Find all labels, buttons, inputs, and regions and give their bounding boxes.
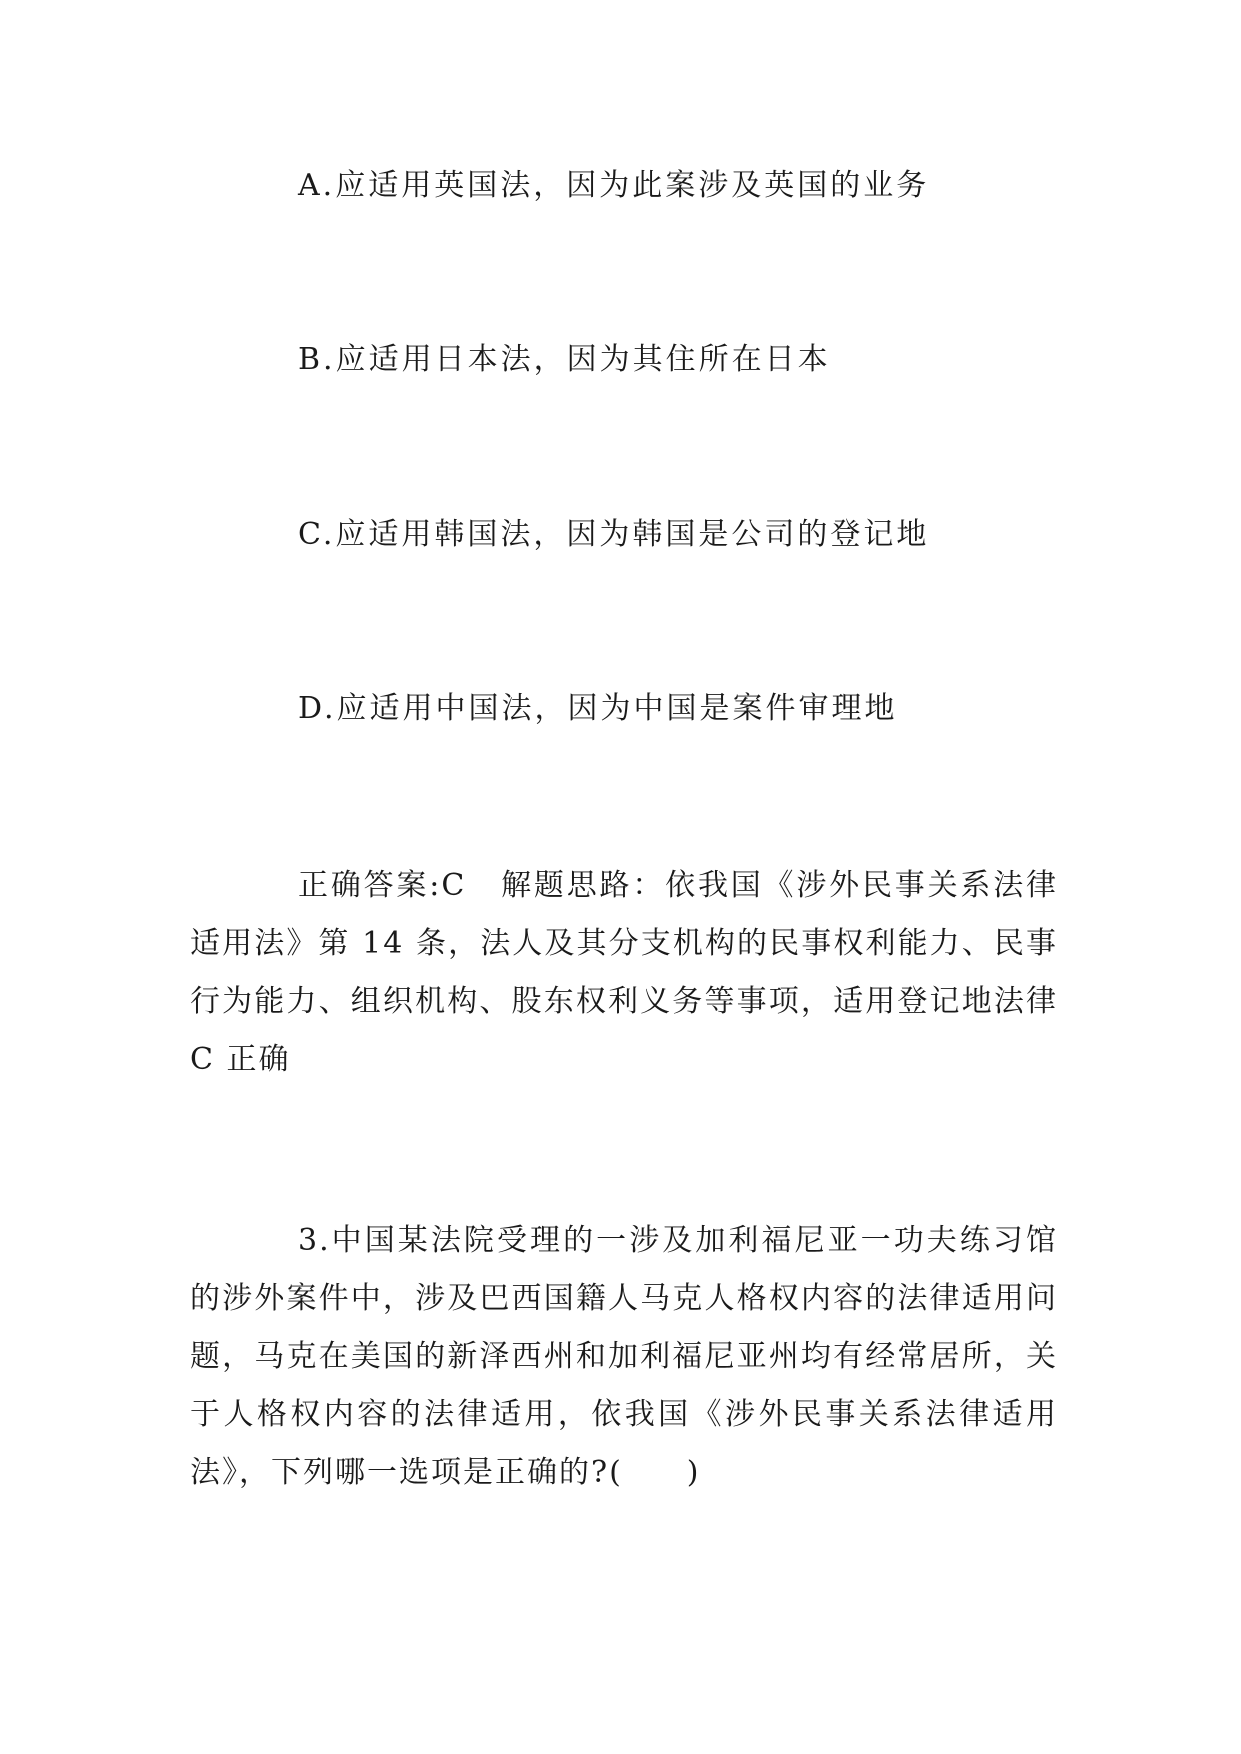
correct-answer: 正确答案:C xyxy=(298,868,467,903)
option-d: D.应适用中国法，因为中国是案件审理地 xyxy=(298,691,898,726)
option-c: C.应适用韩国法，因为韩国是公司的登记地 xyxy=(298,517,930,552)
answer-explanation: 解题思路：依我国《涉外民事关系法律适用法》第 14 条，法人及其分支机构的民事权利能力、民事行为能力、组织机构、股东权利义务等事项，适用登记地法律 C 正确 xyxy=(190,868,1059,1077)
question-3: 3.中国某法院受理的一涉及加利福尼亚一功夫练习馆的涉外案件中，涉及巴西国籍人马克人格权内容的法律适用问题，马克在美国的新泽西州和加利福尼亚州均有经常居所，关于人格权内容的法律适用，依我国《涉外民事关系法律适用法》，下列哪一选项是正确的?( ) xyxy=(190,1223,1058,1490)
option-b: B.应适用日本法，因为其住所在日本 xyxy=(298,342,831,377)
option-a: A.应适用英国法，因为此案涉及英国的业务 xyxy=(298,168,930,203)
answer-paragraph xyxy=(190,857,1058,1089)
